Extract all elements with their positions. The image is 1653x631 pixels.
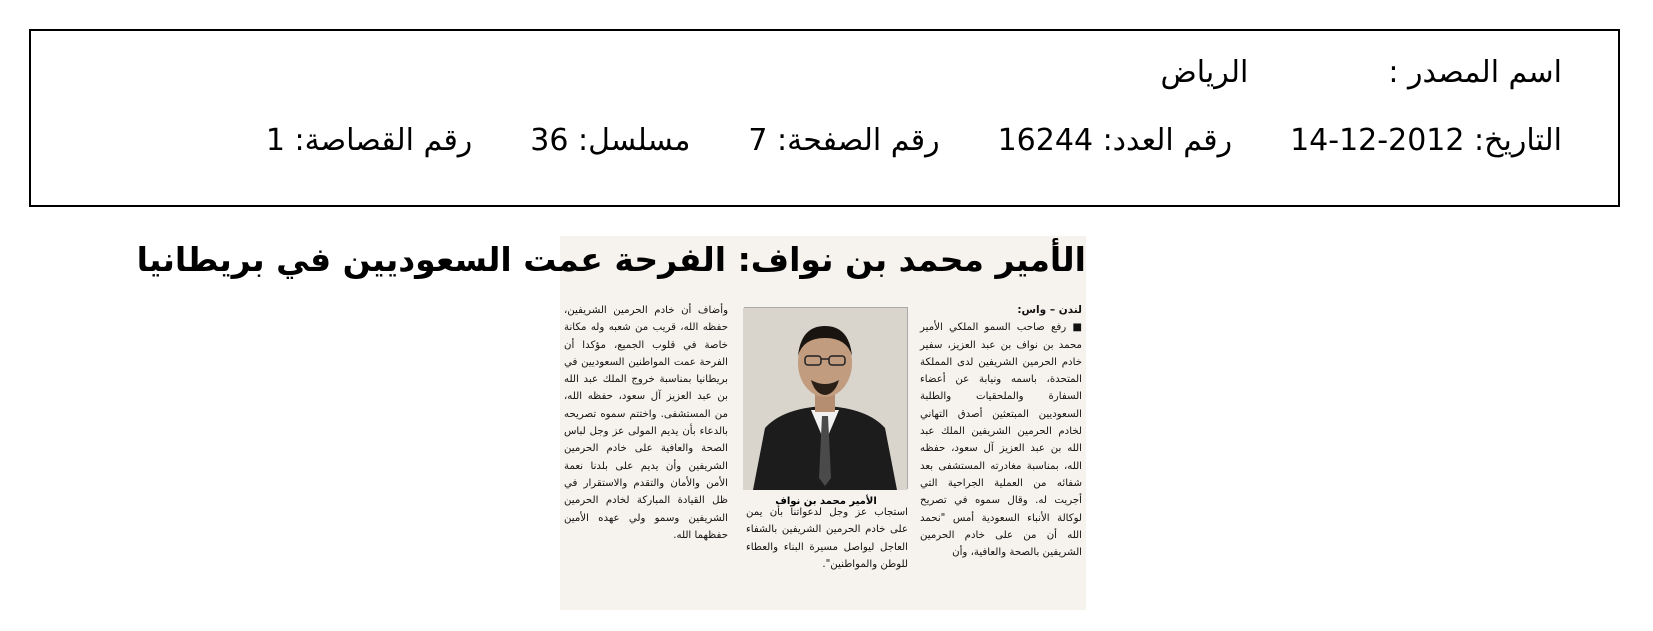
source-row bbox=[1161, 55, 1562, 90]
article-column-right bbox=[920, 302, 1082, 561]
article-dateline: لندن – واس: bbox=[1017, 304, 1082, 316]
article-headline: الأمير محمد بن نواف: الفرحة عمت السعوديين في بريطانيا bbox=[136, 240, 1086, 279]
issue-label: رقم العدد: bbox=[1102, 123, 1233, 158]
article-body-left: وأضاف أن خادم الحرمين الشريفين، حفظه الله، قريب من شعبه وله مكانة خاصة في قلوب الجميع، مؤكدا أن الفرحة عمت المواطنين السعوديين في بريطانيا بمناسبة خروج الملك عبد الله بن عبد العزيز آل سعود، حفظه الله، من المستشفى. واختتم سموه تصريحه بالدعاء بأن يديم المولى عز وجل لباس الصحة والعافية على خادم الحرمين الشريفين وأن يديم على بلدنا نعمة الأمن والأمان والتقدم والاستقرار في ظل القيادة المباركة لخادم الحرمين الشريفين وسمو ولي عهده الأمين حفظهما الله. bbox=[564, 305, 728, 541]
page-value: 7 bbox=[748, 123, 768, 158]
article-body-right: ■ رفع صاحب السمو الملكي الأمير محمد بن نواف بن عبد العزيز، سفير خادم الحرمين الشريفين لدى المملكة المتحدة، باسمه ونيابة عن أعضاء السفارة والملحقيات والطلبة السعوديين المبتعثين أصدق التهاني لخادم الحرمين الشريفين الملك عبد الله بن عبد العزيز آل سعود، حفظه الله، بمناسبة مغادرته المستشفى بعد شفائه من العملية الجراحية التي أجريت له. وقال سموه في تصريح لوكالة الأنباء السعودية أمس "نحمد الله أن من على خادم الحرمين الشريفين بالصحة والعافية، وأن bbox=[920, 322, 1082, 559]
clipping-metadata-box bbox=[29, 29, 1620, 207]
date-value: 2012-12-14 bbox=[1290, 123, 1465, 158]
photo-caption: الأمير محمد بن نواف bbox=[775, 496, 877, 507]
details-row bbox=[266, 123, 1562, 158]
newspaper-clipping bbox=[136, 236, 1086, 610]
page-label: رقم الصفحة: bbox=[777, 123, 940, 158]
issue-value: 16244 bbox=[997, 123, 1094, 158]
portrait-image bbox=[743, 308, 907, 490]
source-label: اسم المصدر : bbox=[1388, 55, 1562, 90]
portrait-photo bbox=[744, 307, 908, 489]
serial-label: مسلسل: bbox=[578, 123, 691, 158]
date-label: التاريخ: bbox=[1474, 123, 1562, 158]
article-column-middle bbox=[746, 504, 908, 573]
clip-number-label: رقم القصاصة: bbox=[294, 123, 473, 158]
clip-number-value: 1 bbox=[265, 123, 285, 158]
article-column-left bbox=[564, 302, 728, 544]
article-body-middle: استجاب عز وجل لدعواتنا بأن يمن على خادم الحرمين الشريفين بالشفاء العاجل ليواصل مسيرة البناء والعطاء للوطن والمواطنين". bbox=[746, 507, 908, 570]
source-value: الرياض bbox=[1160, 55, 1249, 90]
serial-value: 36 bbox=[530, 123, 569, 158]
